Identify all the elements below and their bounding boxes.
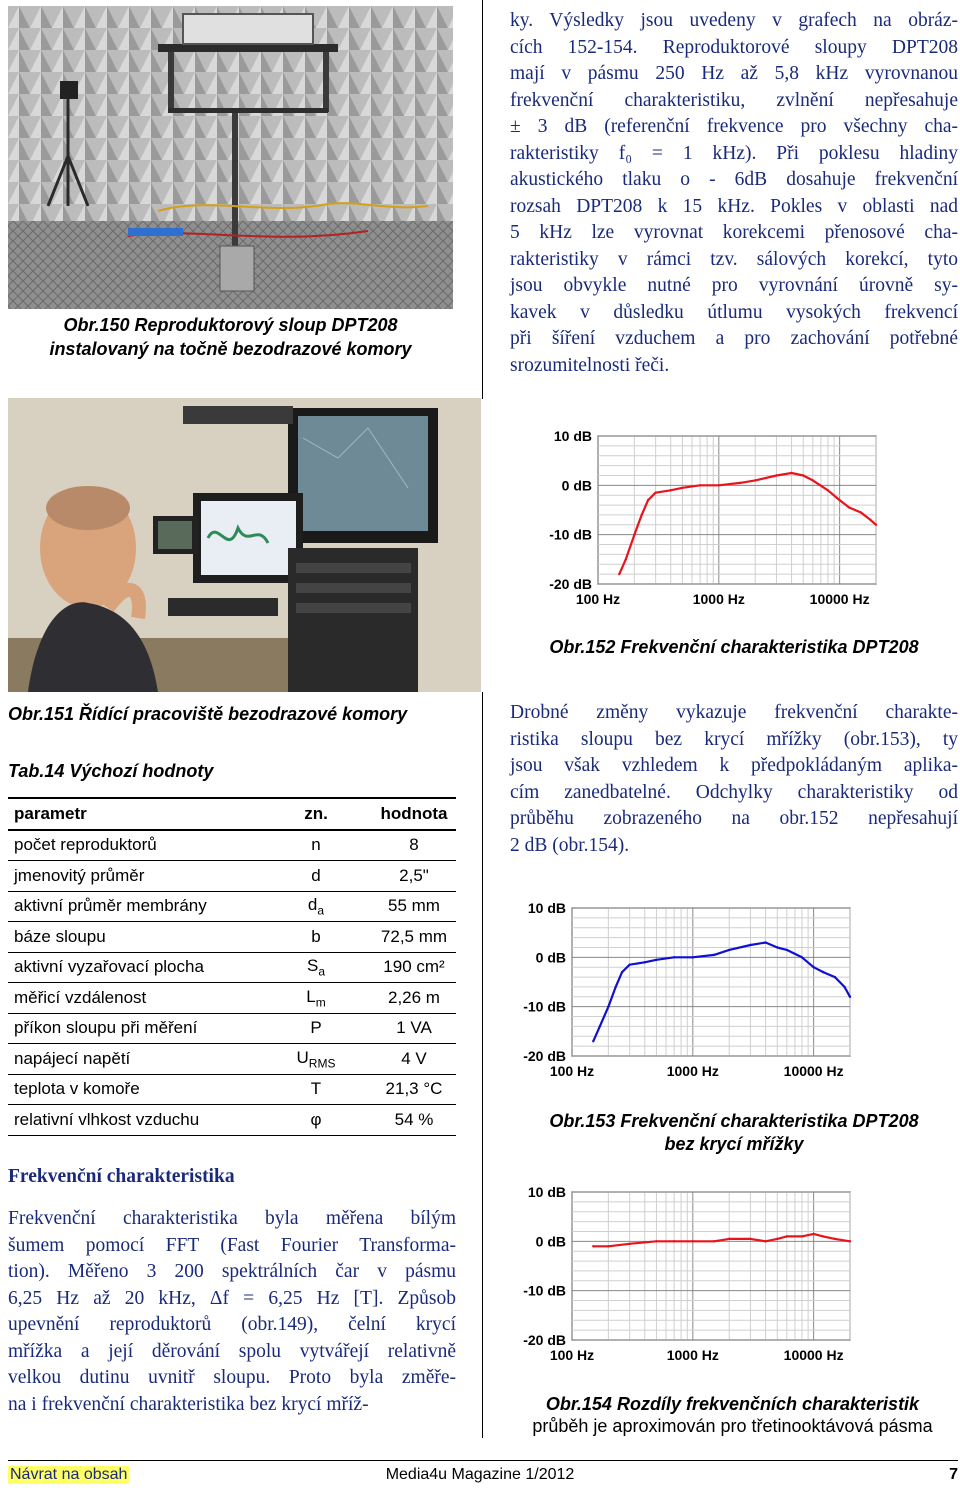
data-point [822,971,824,973]
data-point [860,511,862,513]
data-point [812,966,814,968]
text-line: jsou však vzhledem k předpokládaným aplika- [510,755,958,776]
photo-control-workstation [8,398,481,692]
data-point [843,986,845,988]
data-point [628,964,630,966]
y-tick-label: 0 dB [535,949,566,966]
text-line: Drobné změny vykazuje frekvenční charakte- [510,702,958,723]
y-tick-label: -10 dB [549,526,592,543]
data-point [618,573,620,575]
table-row [8,952,456,983]
y-tick-label: 0 dB [561,477,592,494]
data-point [764,941,766,943]
param-value: 8 [372,830,456,861]
param-symbol-main: U [296,1047,309,1067]
text-line: upevnění reproduktorů (obr.149), čelní krycí [8,1314,456,1335]
table-row [8,922,456,953]
y-tick-label: -20 dB [549,576,592,592]
data-point [699,484,701,486]
param-symbol [260,983,372,1014]
fig153-chart-svg [510,896,930,1096]
data-point [644,961,646,963]
fig154-caption-line1: Obr.154 Rozdíly frekvenčních charakteristik [545,1394,920,1414]
text-line: 6,25 Hz až 20 kHz, Δf = 6,25 Hz [T]. Způsob [8,1287,456,1309]
param-name: aktivní vyzařovací plocha [8,952,260,983]
param-symbol-subscript: a [317,903,325,918]
param-symbol-main: φ [310,1109,322,1129]
data-point [776,1238,778,1240]
text-line: průběhu zobrazeného na obr.152 nepřesahují [510,808,958,829]
param-symbol [260,830,372,861]
deviation-paragraph [510,700,958,859]
table-row [8,861,456,892]
param-name: příkon sloupu při měření [8,1013,260,1044]
data-point [655,1240,657,1242]
param-symbol [260,861,372,892]
param-symbol [260,1105,372,1136]
param-value: 2,26 m [372,983,456,1014]
param-value: 4 V [372,1044,456,1075]
data-point [790,472,792,474]
data-point [647,499,649,501]
data-point [775,474,777,476]
y-tick-label: 10 dB [527,900,566,916]
text-line: při šíření vzduchem a pro zachování potřebné [510,328,958,349]
data-point [754,479,756,481]
data-point [655,959,657,961]
text-line: mřížka a její děrování spolu vytvářejí relativně [8,1340,456,1362]
data-point [615,986,617,988]
y-tick-label: -20 dB [523,1048,566,1064]
data-point [728,1238,730,1240]
fig150-caption-line2: instalovaný na točně bezodrazové komory [49,339,412,359]
param-symbol-subscript: a [318,964,326,979]
param-value: 72,5 mm [372,922,456,953]
x-tick-label: 1000 Hz [692,591,745,607]
text-line: srozumitelnosti řeči. [510,354,670,376]
data-point [838,499,840,501]
fig152-chart-svg [536,424,956,624]
data-point [764,1240,766,1242]
data-point [599,1025,601,1027]
column-divider-lower [482,692,483,1438]
data-point [749,944,751,946]
param-symbol [260,1074,372,1105]
data-point [827,489,829,491]
param-symbol [260,952,372,983]
fig152-chart [536,424,956,624]
param-symbol-main: b [311,926,321,946]
table-row [8,1013,456,1044]
param-symbol [260,1013,372,1044]
param-symbol-subscript: m [315,994,326,1009]
data-point [786,949,788,951]
text-line: ristika sloupu bez krycí mřížky (obr.153), ty [510,728,958,750]
data-point [713,954,715,956]
param-name: počet reproduktorů [8,830,260,861]
data-point [801,956,803,958]
data-point [692,956,694,958]
data-point [673,1240,675,1242]
data-point [869,519,871,521]
data-point [875,524,877,526]
table-row [8,1074,456,1105]
data-point [822,1235,824,1237]
back-to-contents-link[interactable]: Návrat na obsah [10,1466,128,1483]
table-row [8,1105,456,1136]
data-point [812,479,814,481]
param-value: 1 VA [372,1013,456,1044]
fig153-caption-line1: Obr.153 Frekvenční charakteristika DPT208 [549,1111,919,1131]
text-line: jsou obvykle nutné pro vyrovnání úrovně sy- [510,275,958,296]
data-point [849,996,851,998]
data-point [621,971,623,973]
param-value: 21,3 °C [372,1074,456,1105]
param-symbol-main: d [311,865,321,885]
text-line: frekvenční charakteristiku, zvlnění nepřesahuje [510,89,958,111]
data-point [713,1240,715,1242]
x-tick-label: 10000 Hz [783,1063,844,1079]
section-heading: Frekvenční charakteristika [8,1166,235,1187]
data-point [834,976,836,978]
data-point [592,1245,594,1247]
header-parametr: parametr [8,798,260,830]
param-symbol-main: n [311,835,321,855]
param-symbol-main: T [310,1079,322,1099]
text-line: rakteristiky v rámci tzv. sálových korekcí, tyto [510,248,958,270]
photo-anechoic-chamber [8,6,453,309]
param-symbol [260,891,372,922]
x-tick-label: 10000 Hz [809,591,870,607]
column-divider [482,0,483,399]
page-number: 7 [949,1466,958,1483]
fig154-caption-line2: průběh je aproximován pro třetinooktávová pásma [532,1416,933,1436]
table-row [8,1044,456,1075]
data-point [607,1245,609,1247]
data-point [802,474,804,476]
param-symbol-main: S [306,956,319,976]
param-value: 190 cm² [372,952,456,983]
table-title: Tab.14 Výchozí hodnoty [8,761,214,781]
text-line: akustického tlaku o - 6dB dosahuje frekvenční [510,169,958,190]
param-name: napájecí napětí [8,1044,260,1075]
data-point [812,1233,814,1235]
param-name: jmenovitý průměr [8,861,260,892]
text-line: na i frekvenční charakteristika bez krycí mříž- [8,1393,369,1415]
data-point [607,1005,609,1007]
param-symbol [260,1044,372,1075]
y-tick-label: 10 dB [553,428,592,444]
fig151-caption: Obr.151 Řídící pracoviště bezodrazové komory [8,704,408,724]
table-row [8,983,456,1014]
text-line: 2 dB (obr.154). [510,834,630,856]
data-point [848,506,850,508]
param-symbol-main: L [306,986,316,1006]
data-point [681,487,683,489]
table-header-row [8,798,456,830]
data-point [654,492,656,494]
text-line: Frekvenční charakteristika byla měřena bílým [8,1208,456,1229]
fig150-caption-line1: Obr.150 Reproduktorový sloup DPT208 [63,315,398,335]
param-name: měřicí vzdálenost [8,983,260,1014]
data-point [776,946,778,948]
intro-paragraph [510,8,958,379]
text-line: cím zanedbatelné. Odchylky charakteristiky od [510,781,958,803]
data-point [749,1238,751,1240]
magazine-issue: Media4u Magazine 1/2012 [385,1466,575,1483]
data-point [786,1235,788,1237]
footer-rule [8,1460,958,1461]
table-row [8,830,456,861]
data-point [728,949,730,951]
param-name: teplota v komoře [8,1074,260,1105]
parameters-table [8,797,456,1136]
param-value: 54 % [372,1105,456,1136]
data-point [633,533,635,535]
y-tick-label: 10 dB [527,1184,566,1200]
fig154-chart [510,1180,930,1380]
y-tick-label: -10 dB [523,1282,566,1299]
fig153-chart [510,896,930,1096]
x-tick-label: 100 Hz [575,591,621,607]
data-point [739,482,741,484]
data-point [718,484,720,486]
x-tick-label: 100 Hz [549,1347,595,1363]
text-line: ky. Výsledky jsou uvedeny v grafech na obráz- [510,10,958,31]
text-line: tion). Měřeno 3 200 spektrálních čar v pásmu [8,1261,456,1282]
param-symbol-main: d [307,895,318,915]
text-line: ± 3 dB (referenční frekvence pro všechny cha- [510,116,958,137]
param-symbol-main: P [310,1018,322,1038]
data-point [849,1240,851,1242]
data-point [692,1240,694,1242]
data-point [628,1243,630,1245]
param-value: 55 mm [372,891,456,922]
data-point [670,489,672,491]
fig152-caption: Obr.152 Frekvenční charakteristika DPT208 [549,637,919,657]
param-symbol-subscript: RMS [308,1055,336,1070]
param-symbol [260,922,372,953]
header-hodnota: hodnota [372,798,456,830]
text-line: mají v pásmu 250 Hz až 5,8 kHz vyrovnanou [510,63,958,84]
text-line: 5 kHz lze vyrovnat korekcemi přenosové cha- [510,222,958,243]
text-line: rozsah DPT208 k 15 kHz. Pokles v oblasti nad [510,195,958,217]
param-name: aktivní průměr membrány [8,891,260,922]
text-line: velkou dutinu uvnitř sloupu. Proto byla změře- [8,1367,456,1388]
fig154-chart-svg [510,1180,930,1380]
table-row [8,891,456,922]
data-point [834,1238,836,1240]
x-tick-label: 1000 Hz [666,1347,719,1363]
data-point [592,1040,594,1042]
y-tick-label: -10 dB [523,998,566,1015]
param-value: 2,5" [372,861,456,892]
data-point [641,514,643,516]
x-tick-label: 10000 Hz [783,1347,844,1363]
x-tick-label: 1000 Hz [666,1063,719,1079]
header-zn: zn. [260,798,372,830]
data-point [625,558,627,560]
text-line: šumem pomocí FFT (Fast Fourier Transforma- [8,1234,456,1256]
y-tick-label: 0 dB [535,1233,566,1250]
data-point [801,1235,803,1237]
y-tick-label: -20 dB [523,1332,566,1348]
text-line: rakteristiky f₀ = 1 kHz). Při poklesu hladiny [510,142,958,164]
text-line: kavek v důsledku útlumu vysokých frekvencí [510,301,958,323]
section-paragraph [8,1206,456,1418]
data-point [673,956,675,958]
param-name: báze sloupu [8,922,260,953]
fig153-caption-line2: bez krycí mřížky [664,1134,804,1154]
param-name: relativní vlhkost vzduchu [8,1105,260,1136]
text-line: cích 152-154. Reproduktorové sloupy DPT208 [510,36,958,58]
x-tick-label: 100 Hz [549,1063,595,1079]
